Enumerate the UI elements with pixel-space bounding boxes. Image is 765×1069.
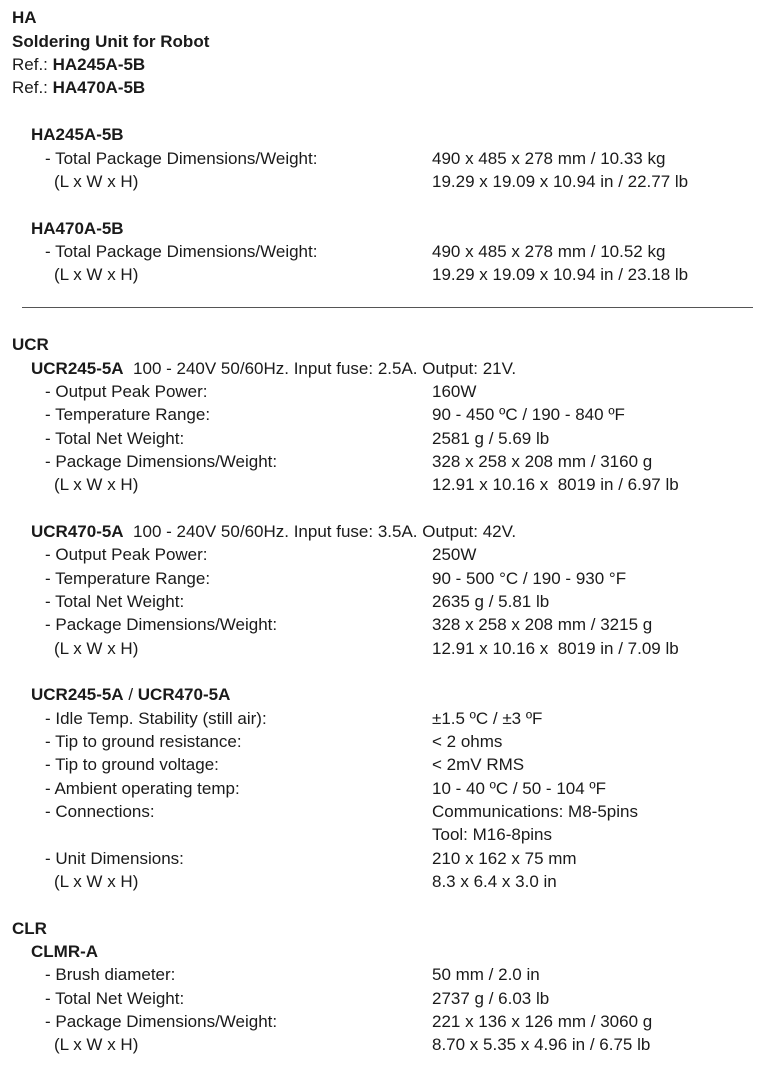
spec-value: < 2 ohms [432, 732, 503, 751]
spec-value: 8.70 x 5.35 x 4.96 in / 6.75 lb [432, 1035, 651, 1054]
spec-label: - Connections: [45, 802, 155, 821]
model-name: HA470A-5B [31, 219, 124, 238]
spec-value: 328 x 258 x 208 mm / 3215 g [432, 615, 653, 634]
spec-label: - Total Net Weight: [45, 989, 185, 1008]
ref-line-1 [12, 53, 145, 76]
spec-label: - Output Peak Power: [45, 545, 208, 564]
spec-value: 10 - 40 ºC / 50 - 104 ºF [432, 779, 607, 798]
spec-value: 12.91 x 10.16 x 8019 in / 6.97 lb [432, 475, 679, 494]
spec-label: - Total Net Weight: [45, 592, 185, 611]
spec-label: - Package Dimensions/Weight: [45, 1012, 278, 1031]
spec-value: ±1.5 ºC / ±3 ºF [432, 709, 543, 728]
model-separator: / [123, 685, 138, 704]
spec-label: - Brush diameter: [45, 965, 176, 984]
spec-value: Tool: M16-8pins [432, 825, 553, 844]
section-title-clr: CLR [12, 919, 47, 938]
section-divider [22, 307, 753, 308]
model-name: UCR470-5A [137, 685, 231, 704]
spec-value: 221 x 136 x 126 mm / 3060 g [432, 1012, 653, 1031]
ref-prefix: Ref.: [12, 78, 53, 97]
spec-value: 2581 g / 5.69 lb [432, 429, 550, 448]
spec-value: < 2mV RMS [432, 755, 525, 774]
spec-label: (L x W x H) [54, 1035, 139, 1054]
model-name: HA245A-5B [31, 125, 124, 144]
model-name: UCR245-5A [31, 359, 124, 378]
spec-value: 90 - 450 ºC / 190 - 840 ºF [432, 405, 625, 424]
spec-value: 2635 g / 5.81 lb [432, 592, 550, 611]
spec-value: 210 x 162 x 75 mm [432, 849, 577, 868]
model-header [31, 357, 516, 380]
spec-label: - Output Peak Power: [45, 382, 208, 401]
model-description: 100 - 240V 50/60Hz. Input fuse: 3.5A. Output: 42V. [123, 522, 517, 541]
spec-label: - Total Package Dimensions/Weight: [45, 149, 318, 168]
spec-value: 160W [432, 382, 477, 401]
model-name: UCR245-5A [31, 685, 124, 704]
spec-value: 12.91 x 10.16 x 8019 in / 7.09 lb [432, 639, 679, 658]
spec-value: 19.29 x 19.09 x 10.94 in / 23.18 lb [432, 265, 689, 284]
spec-label: - Temperature Range: [45, 405, 211, 424]
spec-value: 250W [432, 545, 477, 564]
spec-label: - Ambient operating temp: [45, 779, 240, 798]
spec-value: Communications: M8-5pins [432, 802, 638, 821]
spec-label: - Package Dimensions/Weight: [45, 615, 278, 634]
spec-label: - Idle Temp. Stability (still air): [45, 709, 267, 728]
spec-value: 19.29 x 19.09 x 10.94 in / 22.77 lb [432, 172, 689, 191]
spec-value: 90 - 500 °C / 190 - 930 °F [432, 569, 627, 588]
ha-subtitle: Soldering Unit for Robot [12, 32, 210, 51]
spec-label: (L x W x H) [54, 265, 139, 284]
spec-label: - Tip to ground resistance: [45, 732, 242, 751]
spec-label: - Unit Dimensions: [45, 849, 184, 868]
spec-label: - Tip to ground voltage: [45, 755, 219, 774]
spec-label: - Total Net Weight: [45, 429, 185, 448]
ref-value: HA470A-5B [52, 78, 146, 97]
spec-value: 328 x 258 x 208 mm / 3160 g [432, 452, 653, 471]
spec-label: (L x W x H) [54, 639, 139, 658]
ref-line-2 [12, 76, 145, 99]
spec-value: 490 x 485 x 278 mm / 10.52 kg [432, 242, 666, 261]
common-model-header [31, 683, 230, 706]
spec-label: (L x W x H) [54, 172, 139, 191]
model-name: CLMR-A [31, 942, 99, 961]
section-title-ha: HA [12, 8, 37, 27]
spec-label: (L x W x H) [54, 475, 139, 494]
spec-label: - Temperature Range: [45, 569, 211, 588]
section-title-ucr: UCR [12, 335, 49, 354]
spec-label: - Total Package Dimensions/Weight: [45, 242, 318, 261]
spec-value: 8.3 x 6.4 x 3.0 in [432, 872, 557, 891]
spec-value: 50 mm / 2.0 in [432, 965, 540, 984]
model-name: UCR470-5A [31, 522, 124, 541]
spec-value: 490 x 485 x 278 mm / 10.33 kg [432, 149, 666, 168]
ref-value: HA245A-5B [52, 55, 146, 74]
spec-label: - Package Dimensions/Weight: [45, 452, 278, 471]
spec-value: 2737 g / 6.03 lb [432, 989, 550, 1008]
ref-prefix: Ref.: [12, 55, 53, 74]
spec-label: (L x W x H) [54, 872, 139, 891]
model-description: 100 - 240V 50/60Hz. Input fuse: 2.5A. Output: 21V. [123, 359, 517, 378]
model-header [31, 520, 516, 543]
